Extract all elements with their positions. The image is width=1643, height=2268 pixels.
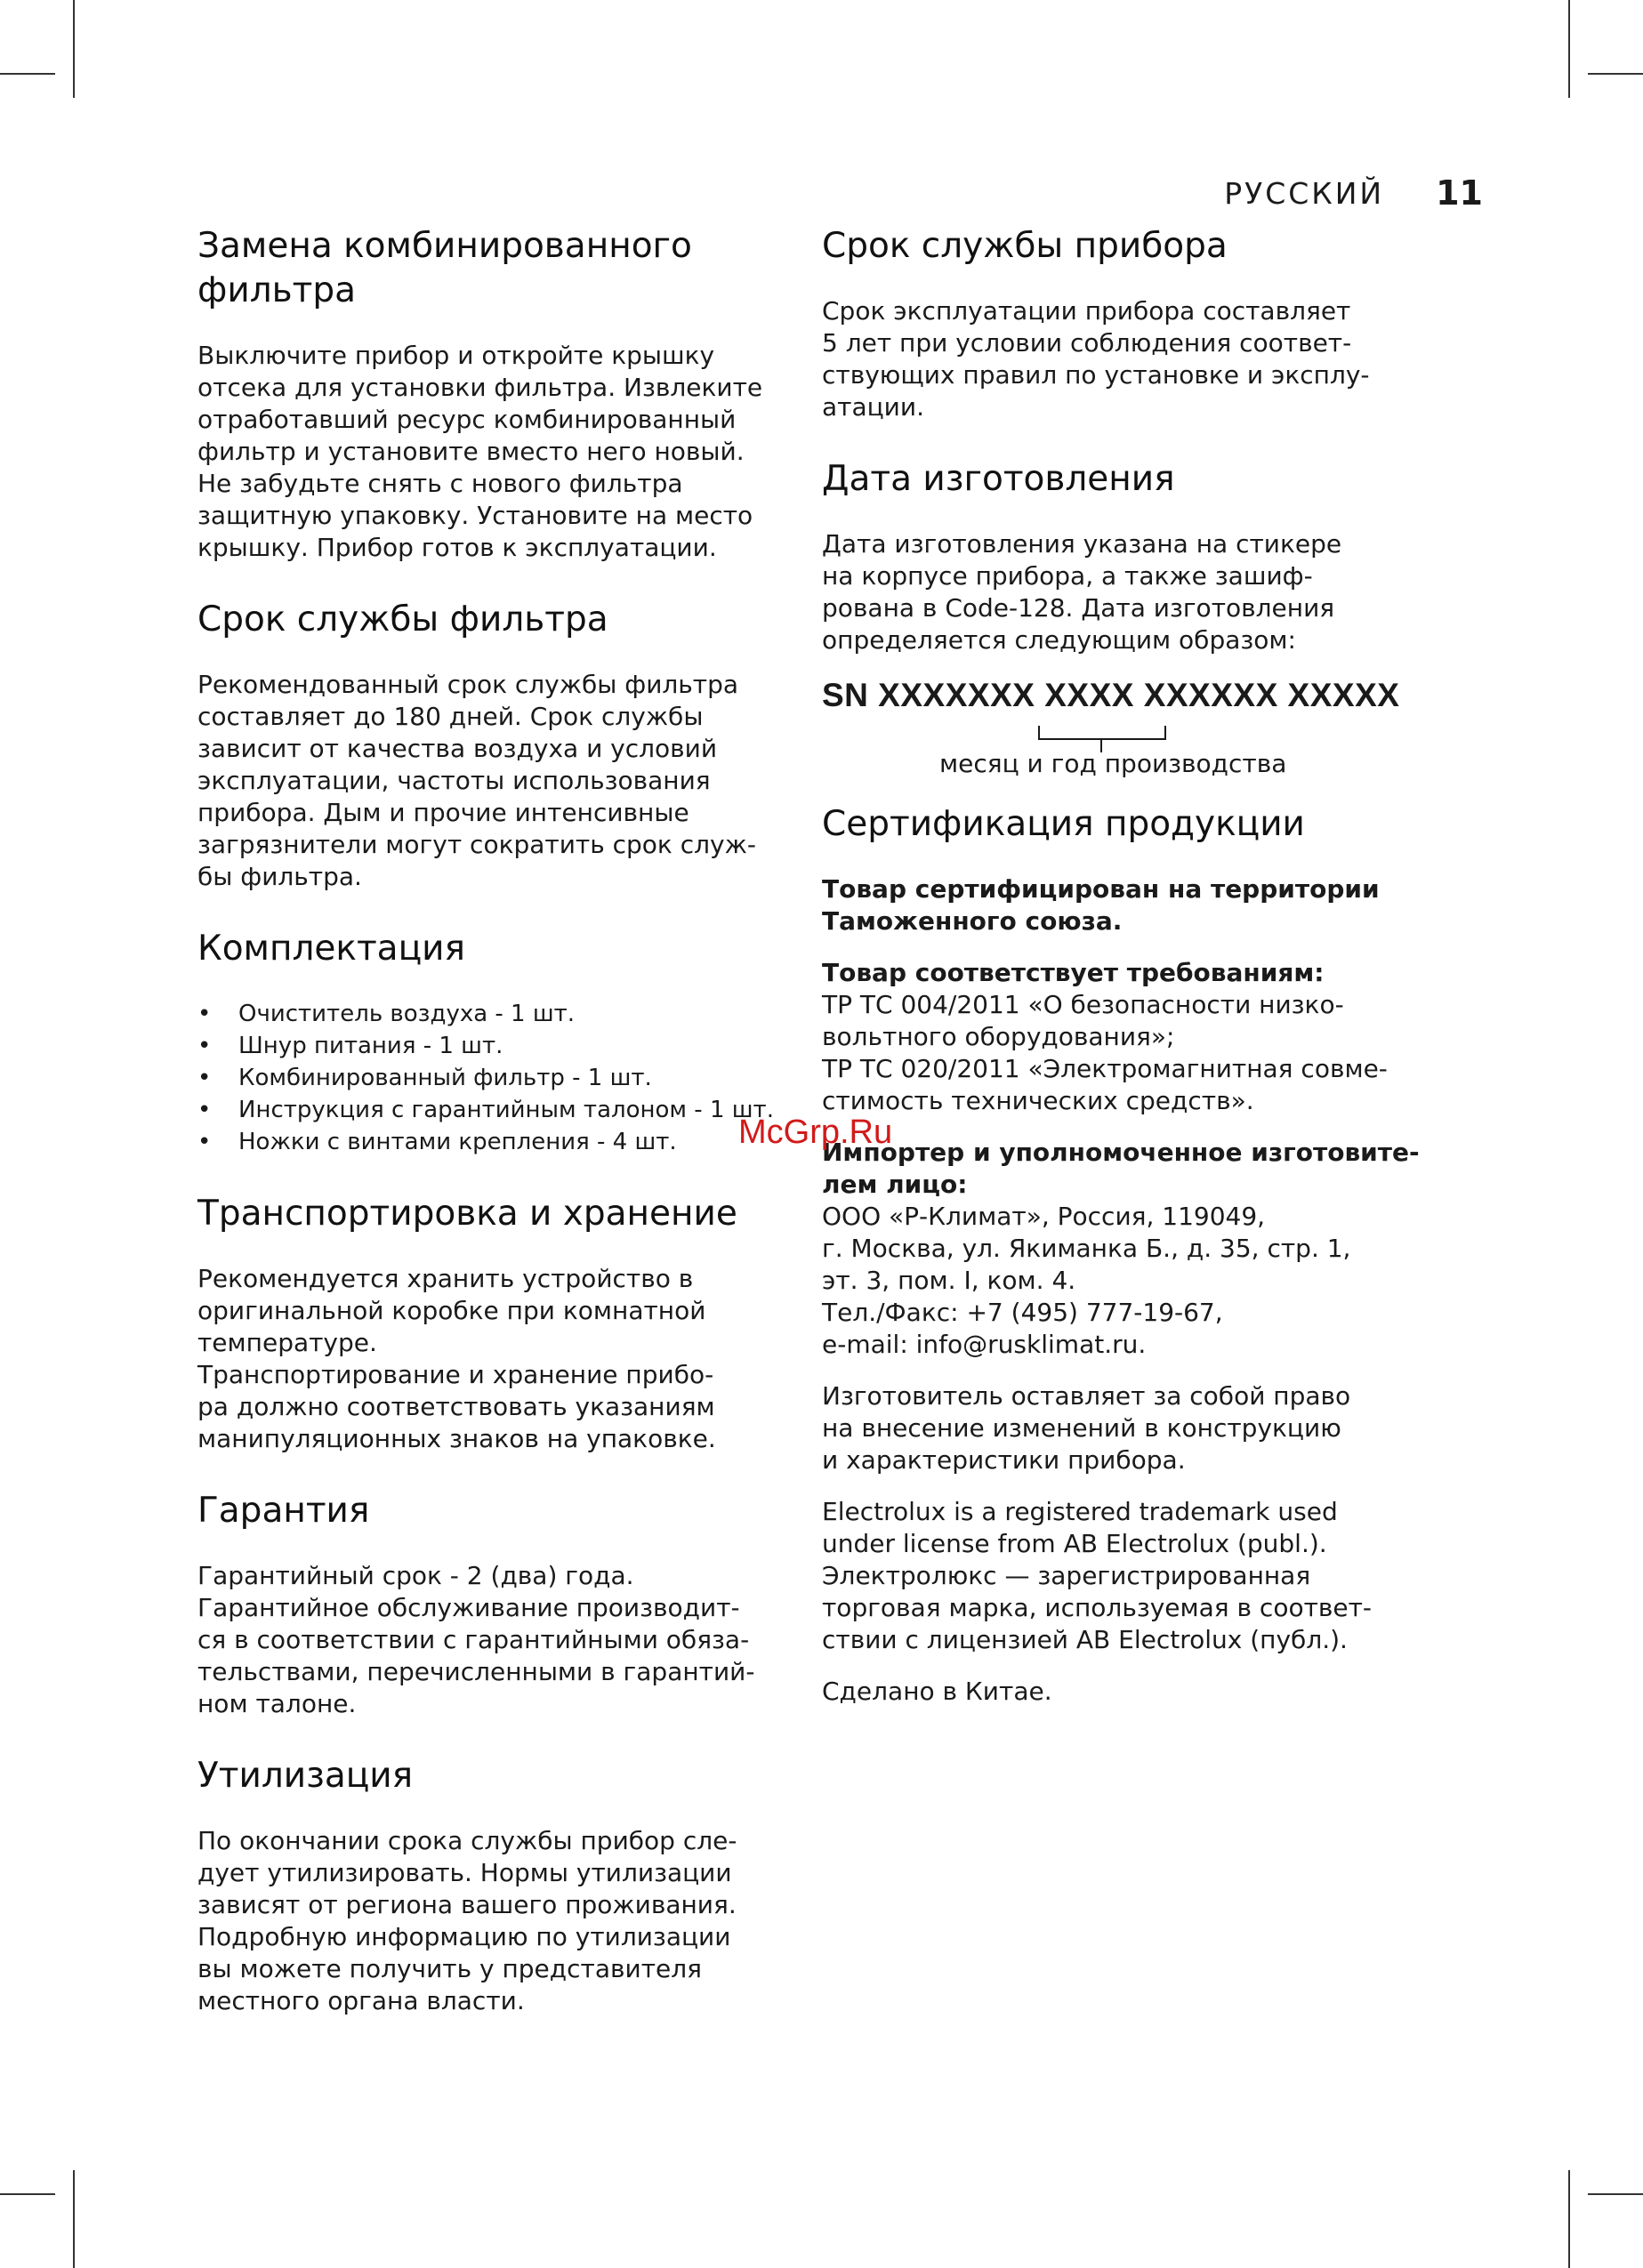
- right-column: [822, 224, 1445, 1741]
- crop-mark-top-left: [73, 0, 75, 98]
- section-title: Срок службы прибора: [822, 226, 1228, 266]
- list-item: • Ножки с винтами крепления - 4 шт.: [197, 1126, 785, 1158]
- section-body: Выключите прибор и откройте крышку отсека для установки фильтра. Извлеките отработавший ресурс комбинированный фильтр и установите вместо него новый. Не забудьте снять с нового фильтра защитную упаковку. Установите на место крышку. Прибор готов к эксплуатации.: [197, 341, 763, 562]
- section-body: Рекомендованный срок службы фильтра составляет до 180 дней. Срок службы зависит от качества воздуха и условий эксплуатации, частоты использования прибора. Дым и прочие интенсивные загрязнители могут сократить срок служ- бы фильтра.: [197, 670, 756, 891]
- section-filter-life: [197, 598, 785, 893]
- serial-caption: месяц и год производства: [939, 749, 1287, 778]
- made-in: Сделано в Китае.: [822, 1677, 1052, 1706]
- section-title: Комплектация: [197, 929, 465, 969]
- section-package: [197, 927, 785, 1158]
- section-title: Транспортировка и хранение: [197, 1194, 737, 1234]
- crop-mark-top-right-h: [1588, 73, 1643, 75]
- rights-reserved: Изготовитель оставляет за собой право на внесение изменений в конструкцию и характеристики прибора.: [822, 1381, 1351, 1475]
- date-bracket: [1038, 726, 1166, 740]
- serial-number-format: SN XXXXXXX XXXX XXXXXX XXXXX: [822, 677, 1400, 713]
- left-column: [197, 224, 785, 2051]
- list-item: • Очиститель воздуха - 1 шт.: [197, 998, 785, 1030]
- certified-statement: Товар сертифицирован на территории Таможенного союза.: [822, 874, 1380, 936]
- language-label: РУССКИЙ: [1224, 175, 1385, 211]
- list-item: • Инструкция с гарантийным талоном - 1 шт.: [197, 1094, 785, 1126]
- crop-mark-bottom-left-h: [0, 2193, 55, 2195]
- crop-mark-bottom-left: [73, 2170, 75, 2268]
- section-body: Рекомендуется хранить устройство в оригинальной коробке при комнатной температуре. Транспортирование и хранение прибо- ра должно соответствовать указаниям манипуляционных знаков на упаковке.: [197, 1264, 716, 1453]
- section-certification: [822, 802, 1445, 1708]
- section-title: Сертификация продукции: [822, 804, 1305, 844]
- crop-mark-bottom-right-h: [1588, 2193, 1643, 2195]
- page-number: 11: [1436, 173, 1483, 213]
- section-title: Гарантия: [197, 1491, 370, 1531]
- section-filter-replacement: [197, 224, 785, 564]
- section-body: Срок эксплуатации прибора составляет 5 лет при условии соблюдения соответ- ствующих правил по установке и эксплу- атации.: [822, 296, 1370, 422]
- requirements-block: Товар соответствует требованиям: ТР ТС 004/2011 «О безопасности низко- вольтного оборудования»; ТР ТС 020/2011 «Электромагнитная совме- стимость технических средств».: [822, 958, 1388, 1115]
- crop-mark-top-left-h: [0, 73, 55, 75]
- section-manufacture-date: [822, 457, 1445, 781]
- crop-mark-bottom-right: [1568, 2170, 1570, 2268]
- section-warranty: [197, 1489, 785, 1720]
- watermark: McGrp.Ru: [738, 1114, 893, 1151]
- section-title: Утилизация: [197, 1756, 414, 1796]
- section-disposal: [197, 1754, 785, 2017]
- section-title: Дата изготовления: [822, 459, 1175, 499]
- section-service-life: [822, 224, 1445, 423]
- section-body: Дата изготовления указана на стикере на корпусе прибора, а также зашиф- рована в Code-128. Дата изготовления определяется следующим образом:: [822, 529, 1342, 655]
- section-title: Срок службы фильтра: [197, 599, 608, 639]
- trademark-notice: Electrolux is a registered trademark used under license from AB Electrolux (publ.). Электролюкс — зарегистрированная торговая марка, используемая в соответ- ствии с лицензией AB Electrolux (публ.).: [822, 1497, 1373, 1654]
- serial-number-diagram: [822, 676, 1445, 781]
- crop-mark-top-right: [1568, 0, 1570, 98]
- list-item: • Комбинированный фильтр - 1 шт.: [197, 1062, 785, 1094]
- section-title: Замена комбинированного фильтра: [197, 226, 692, 310]
- package-list: [197, 998, 785, 1158]
- page-header: [1224, 171, 1483, 215]
- section-body: По окончании срока службы прибор сле- дует утилизировать. Нормы утилизации зависят от региона вашего проживания. Подробную информацию по утилизации вы можете получить у представителя местного органа власти.: [197, 1826, 737, 2015]
- list-item: • Шнур питания - 1 шт.: [197, 1030, 785, 1062]
- importer-block: Импортер и уполномоченное изготовите- лем лицо: ООО «Р-Климат», Россия, 119049, г. Москва, ул. Якиманка Б., д. 35, стр. 1, эт. 3, пом. I, ком. 4. Тел./Факс: +7 (495) 777-19-67, e-mail: info@rusklimat.ru.: [822, 1138, 1420, 1359]
- section-transport: [197, 1192, 785, 1455]
- section-body: Гарантийный срок - 2 (два) года. Гарантийное обслуживание производит- ся в соответствии с гарантийными обяза- тельствами, перечисленными в гарантий- ном талоне.: [197, 1561, 755, 1718]
